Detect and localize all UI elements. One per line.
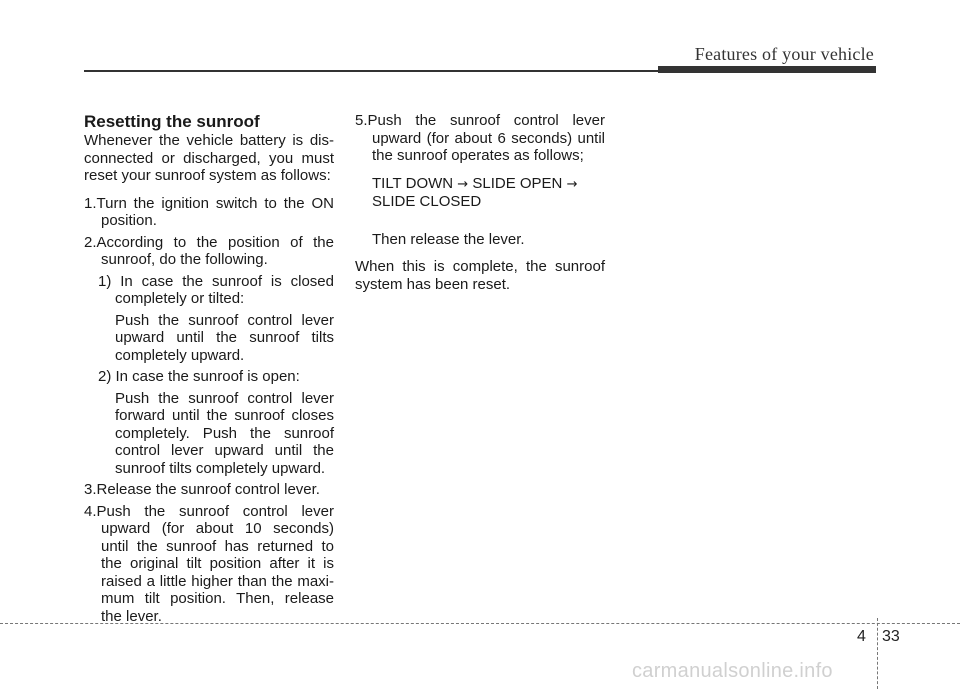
substep-2-text: Push the sunroof control lever forward until the sunroof closes completely. Push the sunroof control lever upward until the sunroof tilts completely upward. <box>115 389 334 477</box>
step-5: 5.Push the sunroof control lever upward (for about 6 seconds) until the sunroof operates as follows; <box>355 112 605 164</box>
operation-sequence <box>355 175 605 211</box>
header-rule-bar <box>658 66 876 73</box>
arrow-icon: → <box>457 176 469 192</box>
intro-paragraph: Whenever the vehicle battery is dis-connected or discharged, you must reset your sunroof system as follows: <box>84 132 334 184</box>
step-4: 4.Push the sunroof control lever upward (for about 10 seconds) until the sunroof has returned to the original tilt position after it is raised a little higher than the maxi-mum tilt position. Then, release the lever. <box>84 502 334 625</box>
chapter-number: 4 <box>857 628 866 645</box>
substep-2-label: 2) In case the sunroof is open: <box>98 368 300 385</box>
step-2: 2.According to the position of the sunroof, do the following. <box>84 233 334 268</box>
footer-rule <box>0 623 960 624</box>
release-instruction: Then release the lever. <box>372 230 525 248</box>
header-rule <box>84 70 658 72</box>
sequence-slide-closed: SLIDE CLOSED <box>372 193 482 210</box>
left-column <box>84 112 334 625</box>
step-3: 3.Release the sunroof control lever. <box>84 481 320 498</box>
watermark: carmanualsonline.info <box>632 660 833 682</box>
completion-note: When this is complete, the sunroof system has been reset. <box>355 258 605 293</box>
right-column <box>355 112 605 293</box>
page-number: 33 <box>882 628 900 645</box>
footer-divider <box>877 618 878 689</box>
substep-1-text: Push the sunroof control lever upward until the sunroof tilts completely upward. <box>115 311 334 364</box>
section-title: Resetting the sunroof <box>84 112 260 131</box>
section-header-title: Features of your vehicle <box>694 44 874 64</box>
step-1: 1.Turn the ignition switch to the ON position. <box>84 194 334 229</box>
substep-1-label: 1) In case the sunroof is closed completely or tilted: <box>98 272 334 307</box>
sequence-slide-open: SLIDE OPEN <box>472 174 563 192</box>
sequence-tilt-down: TILT DOWN <box>372 174 454 192</box>
arrow-icon: → <box>566 176 578 192</box>
